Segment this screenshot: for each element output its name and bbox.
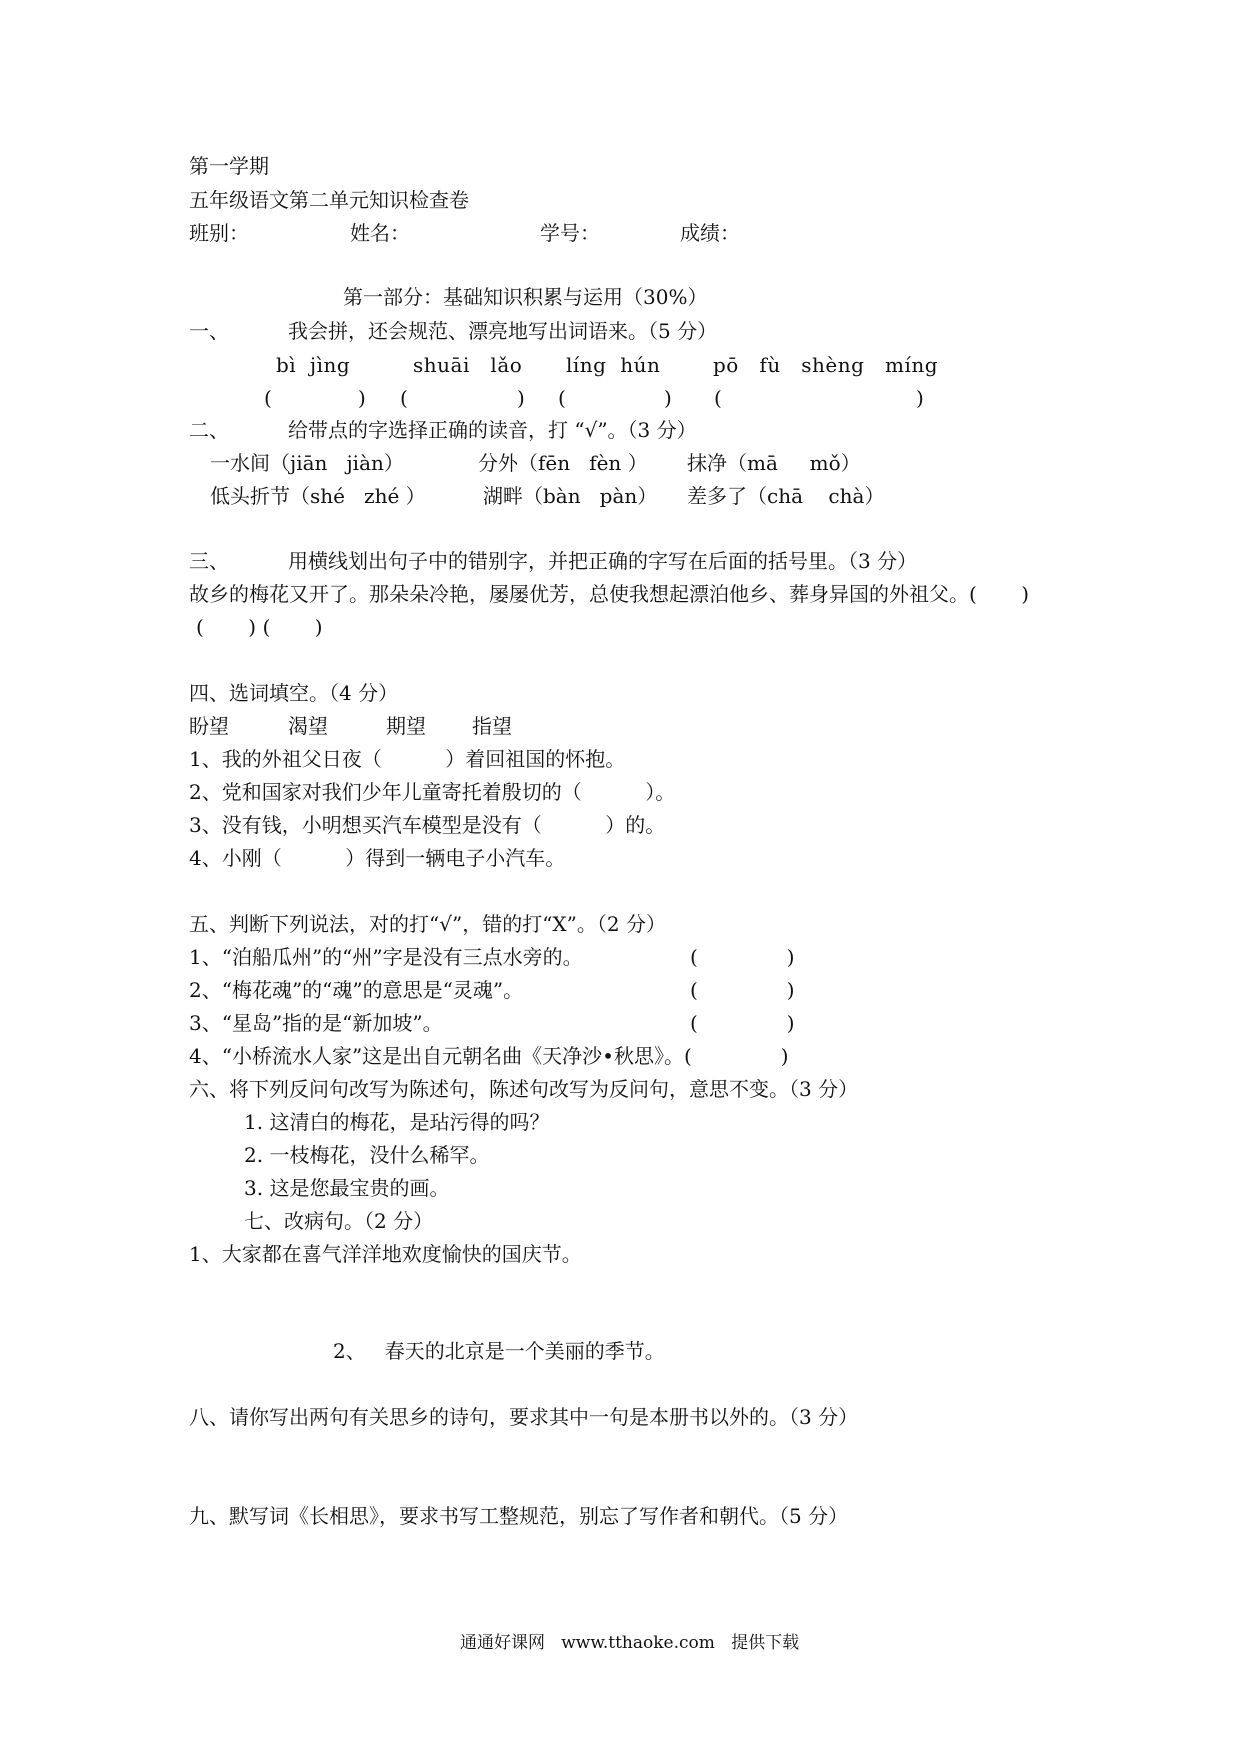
field-student-id: 学号： xyxy=(540,221,600,245)
q1-blank-close-4: ) xyxy=(916,386,924,410)
q1-pinyin-2: shuāi lǎo xyxy=(413,353,523,377)
field-score: 成绩： xyxy=(680,221,740,245)
q2-item-4: 低头折节（shé zhé ） xyxy=(210,484,426,508)
q1-blank-close-2: ) xyxy=(517,386,525,410)
q4-item-3: 3、没有钱，小明想买汽车模型是没有（ ）的。 xyxy=(189,813,666,837)
q4-title: 四、选词填空。（4 分） xyxy=(189,681,399,705)
q7-title: 七、改病句。（2 分） xyxy=(244,1209,434,1233)
q6-item-1: 1. 这清白的梅花，是玷污得的吗？ xyxy=(244,1110,550,1134)
q1-pinyin-1: bì jìng xyxy=(276,353,351,377)
q2-item-3: 抹净（mā mǒ） xyxy=(687,451,861,475)
q5-blank-3: ( ) xyxy=(690,1011,795,1035)
q4-word-2: 渴望 xyxy=(288,714,328,738)
q2-item-2: 分外（fēn fèn ） xyxy=(478,451,648,475)
q8-title: 八、请你写出两句有关思乡的诗句，要求其中一句是本册书以外的。（3 分） xyxy=(189,1405,859,1429)
q6-title: 六、将下列反问句改写为陈述句，陈述句改写为反问句，意思不变。（3 分） xyxy=(189,1077,859,1101)
q4-word-1: 盼望 xyxy=(189,714,229,738)
q1-blank-close-1: ) xyxy=(358,386,366,410)
q3-text: 用横线划出句子中的错别字，并把正确的字写在后面的括号里。（3 分） xyxy=(288,549,918,573)
q4-word-3: 期望 xyxy=(386,714,426,738)
q2-number: 二、 xyxy=(189,418,229,442)
q5-item-3: 3、“星岛”指的是“新加坡”。 xyxy=(189,1011,443,1035)
q2-text: 给带点的字选择正确的读音，打 “√”。（3 分） xyxy=(288,418,697,442)
q5-title: 五、判断下列说法，对的打“√”，错的打“X”。（2 分） xyxy=(189,912,666,936)
q1-pinyin-4: pō fù shèng míng xyxy=(713,353,939,377)
q5-item-2: 2、“梅花魂”的“魂”的意思是“灵魂”。 xyxy=(189,978,524,1002)
q3-blanks: ( ) ( ) xyxy=(196,615,323,639)
q3-number: 三、 xyxy=(189,549,229,573)
q2-item-5: 湖畔（bàn pàn） xyxy=(483,484,658,508)
q1-blank-open-3: ( xyxy=(558,386,566,410)
q2-item-6: 差多了（chā chà） xyxy=(687,484,885,508)
q4-item-1: 1、我的外祖父日夜（ ）着回祖国的怀抱。 xyxy=(189,747,626,771)
paper-title: 五年级语文第二单元知识检查卷 xyxy=(189,188,469,212)
q5-blank-1: ( ) xyxy=(690,945,795,969)
q1-blank-close-3: ) xyxy=(664,386,672,410)
term-label: 第一学期 xyxy=(189,154,269,178)
q4-item-4: 4、小刚（ ）得到一辆电子小汽车。 xyxy=(189,846,566,870)
q5-blank-2: ( ) xyxy=(690,978,795,1002)
q1-number: 一、 xyxy=(189,319,229,343)
q6-item-3: 3. 这是您最宝贵的画。 xyxy=(244,1176,450,1200)
q1-text: 我会拼，还会规范、漂亮地写出词语来。（5 分） xyxy=(288,319,718,343)
field-class: 班别： xyxy=(189,221,249,245)
q1-blank-open-4: ( xyxy=(714,386,722,410)
q1-pinyin-3: líng hún xyxy=(566,353,661,377)
q3-sentence: 故乡的梅花又开了。那朵朵冷艳，屡屡优芳，总使我想起漂泊他乡、葬身异国的外祖父。( ) xyxy=(189,582,1030,606)
q7-item-2: 2、 春天的北京是一个美丽的季节。 xyxy=(333,1339,665,1363)
q4-word-4: 指望 xyxy=(472,714,512,738)
field-name: 姓名： xyxy=(350,221,410,245)
q4-item-2: 2、党和国家对我们少年儿童寄托着殷切的（ ）。 xyxy=(189,780,676,804)
q5-item-1: 1、“泊船瓜州”的“州”字是没有三点水旁的。 xyxy=(189,945,583,969)
q2-item-1: 一水间（jiān jiàn） xyxy=(210,451,404,475)
part1-title: 第一部分：基础知识积累与运用（30%） xyxy=(343,285,708,309)
q7-item-1: 1、大家都在喜气洋洋地欢度愉快的国庆节。 xyxy=(189,1242,582,1266)
q5-item-4: 4、“小桥流水人家”这是出自元朝名曲《天净沙•秋思》。( ) xyxy=(189,1044,789,1068)
q9-title: 九、默写词《长相思》，要求书写工整规范，别忘了写作者和朝代。（5 分） xyxy=(189,1504,849,1528)
q1-blank-open-1: ( xyxy=(264,386,272,410)
q6-item-2: 2. 一枝梅花，没什么稀罕。 xyxy=(244,1143,490,1167)
q1-blank-open-2: ( xyxy=(400,386,408,410)
page-footer: 通通好课网 www.tthaoke.com 提供下载 xyxy=(460,1633,800,1653)
